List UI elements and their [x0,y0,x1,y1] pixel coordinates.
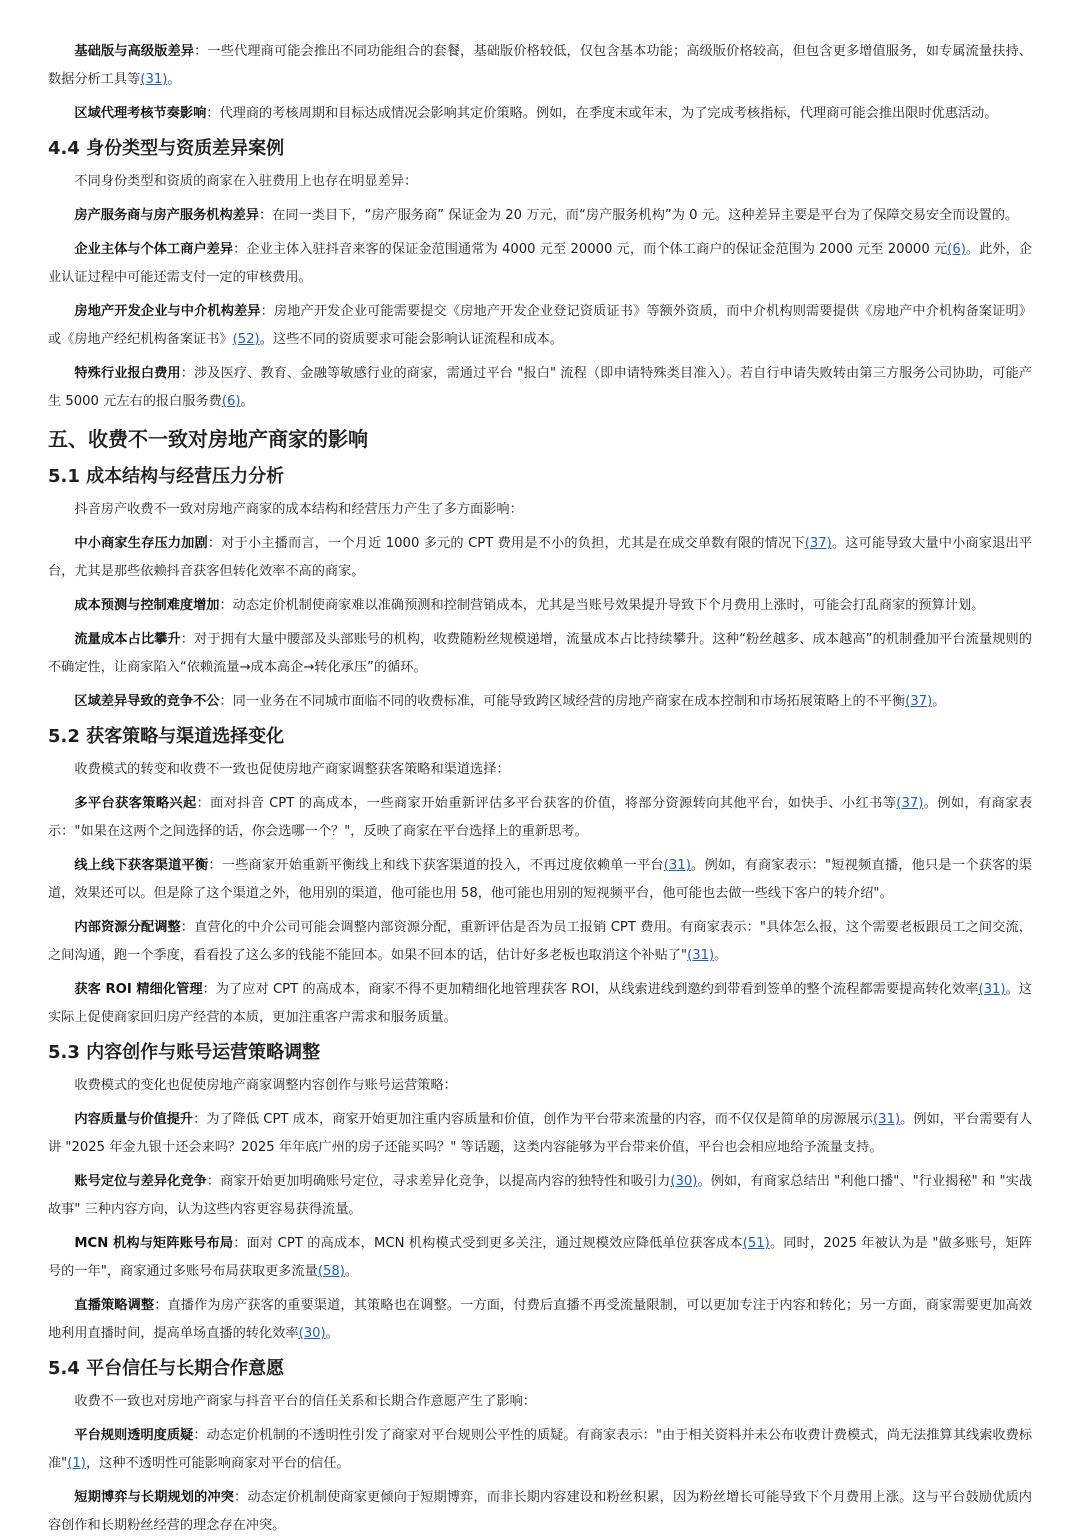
paragraph-lead: 获客 ROI 精细化管理 [74,982,203,997]
paragraph-text: 。 [240,394,254,409]
paragraph-text: 收费模式的转变和收费不一致也促使房地产商家调整获客策略和渠道选择： [74,762,510,777]
paragraph-lead: 内容质量与价值提升 [74,1112,194,1127]
citation-link[interactable]: (1) [67,1456,86,1471]
paragraph-text: ：直营化的中介公司可能会调整内部资源分配，重新评估是否为员工报销 CPT 费用。有商家表示："具体怎么报，这个需要老板跟员工之间交流，之间沟通，跑一个季度，看看投了这么多的钱能不能回本。如果不回本的话，估计好多老板也取消这个补贴了" [48,920,1032,963]
paragraph [48,914,1032,970]
paragraph [48,530,1032,586]
paragraph [48,202,1032,230]
paragraph [48,688,1032,716]
paragraph-text: 不同身份类型和资质的商家在入驻费用上也存在明显差异： [74,174,418,189]
subsection-heading: 4.4 身份类型与资质差异案例 [48,138,285,159]
paragraph-text: 。这实际上促使商家回归房产经营的本质，更加注重客户需求和服务质量。 [48,982,1032,1025]
paragraph-lead: 房产服务商与房产服务机构差异 [74,208,260,223]
paragraph-text: 。 [344,1264,359,1279]
section-heading: 五、收费不一致对房地产商家的影响 [48,427,368,451]
citation-link[interactable]: (51) [742,1236,770,1251]
paragraph-text: ：面对 CPT 的高成本，MCN 机构模式受到更多关注，通过规模效应降低单位获客成本 [233,1236,743,1251]
paragraph-text: ：涉及医疗、教育、金融等敏感行业的商家，需通过平台 "报白" 流程（即申请特殊类目准入）。若自行申请失败转由第三方服务公司协助，可能产生 5000 元左右的报白服务费 [48,366,1032,409]
citation-link[interactable]: (37) [905,694,933,709]
paragraph-text: ，这种不透明性可能影响商家对平台的信任。 [85,1456,350,1471]
citation-link[interactable]: (31) [978,982,1006,997]
paragraph [48,592,1032,620]
paragraph [48,1168,1032,1224]
paragraph [48,100,1032,128]
paragraph-lead: 线上线下获客渠道平衡 [74,858,209,873]
paragraph [48,852,1032,908]
paragraph [48,756,1032,784]
paragraph [48,38,1032,94]
paragraph-text: ：对于小主播而言，一个月近 1000 多元的 CPT 费用是不小的负担，尤其是在成交单数有限的情况下 [207,536,805,551]
paragraph-lead: 区域代理考核节奏影响 [74,106,207,121]
paragraph-text: ：代理商的考核周期和目标达成情况会影响其定价策略。例如，在季度末或年末，为了完成考核指标，代理商可能会推出限时优惠活动。 [206,106,998,121]
citation-link[interactable]: (31) [663,858,691,873]
paragraph [48,360,1032,416]
paragraph-text: ：企业主体入驻抖音来客的保证金范围通常为 4000 元至 20000 元，而个体工商户的保证金范围为 2000 元至 20000 元 [233,242,948,257]
paragraph-lead: 房地产开发企业与中介机构差异 [74,304,261,319]
paragraph-text: 。例如，有商家表示："短视频直播，他只是一个获客的渠道，效果还可以。但是除了这个渠道之外，他用别的渠道，他可能也用 58，他可能也用别的短视频平台，他可能也去做一些线下客户的转介绍"。 [48,858,1032,901]
paragraph-text: 。此外，企业认证过程中可能还需支付一定的审核费用。 [48,242,1033,285]
paragraph-text: ：动态定价机制的不透明性引发了商家对平台规则公平性的质疑。有商家表示："由于相关资料并未公布收费计费模式，尚无法推算其线索收费标准" [48,1428,1033,1471]
paragraph-lead: 短期博弈与长期规划的冲突 [74,1490,235,1505]
paragraph [48,976,1032,1032]
paragraph-text: ：商家开始更加明确账号定位，寻求差异化竞争，以提高内容的独特性和吸引力 [206,1174,671,1189]
paragraph [48,236,1032,292]
paragraph-text: ：房地产开发企业可能需要提交《房地产开发企业登记资质证书》等额外资质，而中介机构则需要提供《房地产中介机构备案证明》或《房地产经纪机构备案证书》 [48,304,1033,347]
paragraph [48,1388,1032,1416]
paragraph-lead: 特殊行业报白费用 [74,366,181,381]
paragraph-text: ：同一业务在不同城市面临不同的收费标准，可能导致跨区域经营的房地产商家在成本控制和市场拓展策略上的不平衡 [219,694,906,709]
paragraph-lead: MCN 机构与矩阵账号布局 [74,1236,234,1251]
paragraph-text: ：一些代理商可能会推出不同功能组合的套餐，基础版价格较低，仅包含基本功能；高级版价格较高，但包含更多增值服务，如专属流量扶持、数据分析工具等 [48,44,1032,87]
subsection-heading: 5.3 内容创作与账号运营策略调整 [48,1042,321,1063]
paragraph-text: ：一些商家开始重新平衡线上和线下获客渠道的投入，不再过度依赖单一平台 [208,858,664,873]
citation-link[interactable]: (31) [140,72,168,87]
paragraph-text: 。这可能导致大量中小商家退出平台，尤其是那些依赖抖音获客但转化效率不高的商家。 [48,536,1033,579]
paragraph [48,496,1032,524]
paragraph [48,1230,1032,1286]
paragraph-lead: 账号定位与差异化竞争 [74,1174,207,1189]
citation-link[interactable]: (30) [298,1326,326,1341]
paragraph-lead: 区域差异导致的竞争不公 [74,694,220,709]
paragraph-text: 。同时，2025 年被认为是 "做多账号，矩阵号的一年"，商家通过多账号布局获取更多流量 [48,1236,1032,1279]
subsection-heading: 5.4 平台信任与长期合作意愿 [48,1358,285,1379]
paragraph-text: ：在同一类目下，“房产服务商” 保证金为 20 万元，而“房产服务机构”为 0 元。这种差异主要是平台为了保障交易安全而设置的。 [259,208,1019,223]
paragraph-lead: 中小商家生存压力加剧 [74,536,208,551]
citation-link[interactable]: (52) [232,332,260,347]
paragraph-lead: 基础版与高级版差异 [74,44,195,59]
paragraph-lead: 流量成本占比攀升 [74,632,181,647]
paragraph-lead: 多平台获客策略兴起 [74,796,197,811]
paragraph-text: ：动态定价机制使商家难以准确预测和控制营销成本，尤其是当账号效果提升导致下个月费用上涨时，可能会打乱商家的预算计划。 [219,598,985,613]
subsection-heading: 5.2 获客策略与渠道选择变化 [48,726,285,747]
paragraph-text: 收费不一致也对房地产商家与抖音平台的信任关系和长期合作意愿产生了影响： [74,1394,536,1409]
paragraph [48,626,1032,682]
paragraph-text: ：为了降低 CPT 成本，商家开始更加注重内容质量和价值，创作为平台带来流量的内容，而不仅仅是简单的房源展示 [193,1112,874,1127]
paragraph-text: 。例如，有商家总结出 "利他口播"、"行业揭秘" 和 "实战故事" 三种内容方向，认为这些内容更容易获得流量。 [48,1174,1033,1217]
paragraph-text: ：对于拥有大量中腰部及头部账号的机构，收费随粉丝规模递增，流量成本占比持续攀升。这种“粉丝越多、成本越高”的机制叠加平台流量规则的不确定性，让商家陷入“依赖流量→成本高企→转化承压”的循环。 [48,632,1032,675]
paragraph-text: 。 [167,72,181,87]
paragraph [48,1106,1032,1162]
paragraph-text: ：动态定价机制使商家更倾向于短期博弈，而非长期内容建设和粉丝积累，因为粉丝增长可能导致下个月费用上涨。这与平台鼓励优质内容创作和长期粉丝经营的理念存在冲突。 [48,1490,1032,1533]
paragraph-text: 。这些不同的资质要求可能会影响认证流程和成本。 [259,332,564,347]
citation-link[interactable]: (37) [804,536,832,551]
paragraph-text: 。 [932,694,946,709]
paragraph-text: 抖音房产收费不一致对房地产商家的成本结构和经营压力产生了多方面影响： [74,502,523,517]
paragraph-lead: 平台规则透明度质疑 [74,1428,194,1443]
paragraph [48,1484,1032,1540]
paragraph-text: 。 [325,1326,339,1341]
paragraph-lead: 企业主体与个体工商户差异 [74,242,234,257]
paragraph-text: 。例如，平台需要有人讲 "2025 年金九银十还会来吗？2025 年年底广州的房子还能买吗？" 等话题，这类内容能够为平台带来价值，平台也会相应地给予流量支持。 [48,1112,1033,1155]
paragraph-lead: 成本预测与控制难度增加 [74,598,220,613]
paragraph [48,298,1032,354]
paragraph [48,1072,1032,1100]
paragraph-text: ：直播作为房产获客的重要渠道，其策略也在调整。一方面，付费后直播不再受流量限制，可以更加专注于内容和转化；另一方面，商家需要更加高效地利用直播时间，提高单场直播的转化效率 [48,1298,1032,1341]
citation-link[interactable]: (37) [896,796,924,811]
citation-link[interactable]: (6) [221,394,241,409]
citation-link[interactable]: (6) [947,242,966,257]
paragraph [48,168,1032,196]
paragraph-text: ：为了应对 CPT 的高成本，商家不得不更加精细化地管理获客 ROI，从线索进线到邀约到带看到签单的整个流程都需要提高转化效率 [202,982,979,997]
citation-link[interactable]: (31) [873,1112,901,1127]
citation-link[interactable]: (31) [687,948,715,963]
paragraph-lead: 直播策略调整 [74,1298,155,1313]
citation-link[interactable]: (58) [317,1264,345,1279]
paragraph-lead: 内部资源分配调整 [74,920,181,935]
subsection-heading: 5.1 成本结构与经营压力分析 [48,466,285,487]
paragraph-text: 收费模式的变化也促使房地产商家调整内容创作与账号运营策略： [74,1078,457,1093]
paragraph [48,1422,1032,1478]
citation-link[interactable]: (30) [670,1174,698,1189]
paragraph-text: 。 [714,948,728,963]
paragraph [48,790,1032,846]
paragraph-text: ：面对抖音 CPT 的高成本，一些商家开始重新评估多平台获客的价值，将部分资源转向其他平台，如快手、小红书等 [196,796,897,811]
paragraph-text: 。例如，有商家表示："如果在这两个之间选择的话，你会选哪一个？"，反映了商家在平台选择上的重新思考。 [48,796,1032,839]
paragraph [48,1292,1032,1348]
